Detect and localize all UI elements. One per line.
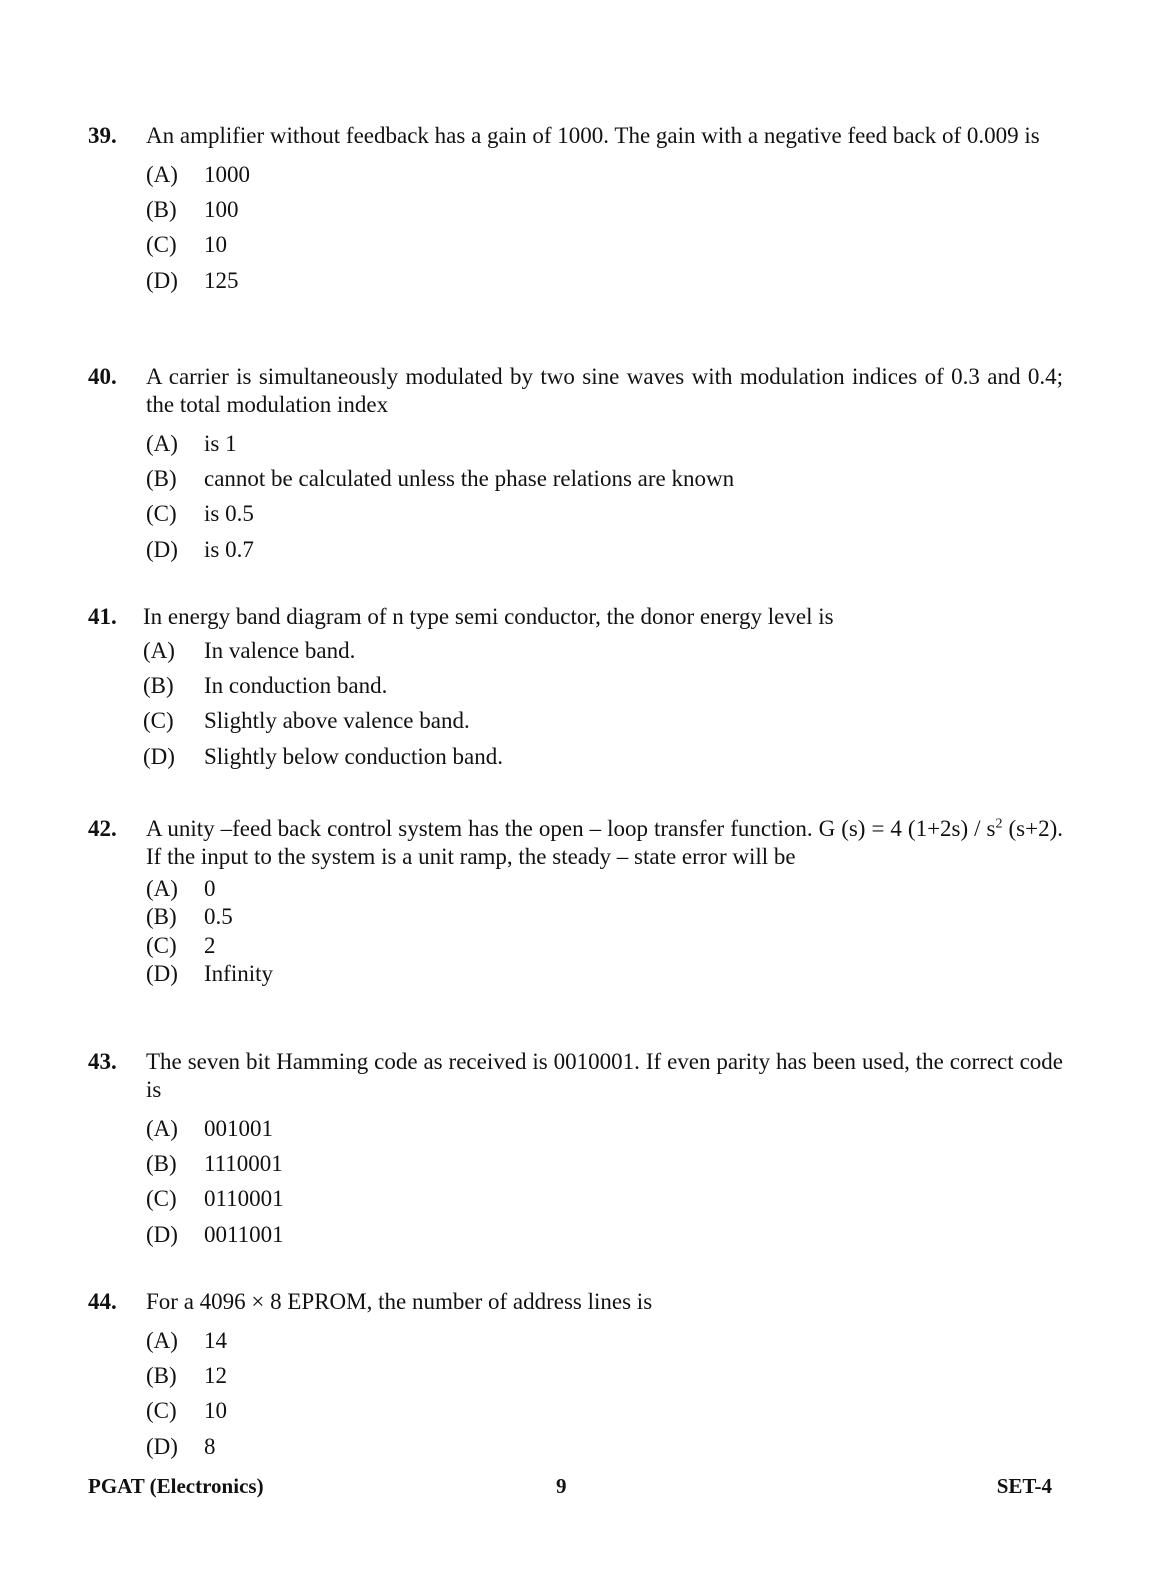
question-44 — [88, 1288, 1063, 1464]
option-a — [146, 1111, 1063, 1146]
option-letter: (B) — [146, 1150, 177, 1176]
option-a — [146, 157, 1063, 192]
option-d — [146, 263, 1063, 298]
option-letter: (B) — [143, 672, 174, 698]
options-list — [146, 1111, 1063, 1252]
option-c — [146, 932, 1063, 960]
question-stem: A carrier is simultaneously modulated by two sine waves with modulation indices of 0.3 and 0.4; the total modulation index — [146, 364, 1063, 417]
question-number: 43. — [88, 1049, 117, 1074]
stem-text: (s+2). If the input to the system is a unit ramp, the steady – state error will be — [146, 816, 1063, 869]
question-39 — [88, 122, 1063, 298]
options-list — [146, 1323, 1063, 1464]
question-number: 41. — [88, 604, 117, 629]
question-number: 44. — [88, 1289, 117, 1314]
options-list — [146, 157, 1063, 298]
option-c — [146, 1182, 1063, 1217]
option-letter: (A) — [146, 1327, 178, 1353]
option-text: 10 — [204, 1398, 227, 1424]
option-b — [146, 903, 1063, 931]
option-text: 2 — [204, 932, 216, 958]
question-stem: An amplifier without feedback has a gain of 1000. The gain with a negative feed back of 0.009 is — [146, 123, 1040, 148]
option-b — [143, 668, 1063, 703]
option-c — [146, 497, 1063, 532]
option-d — [146, 1217, 1063, 1252]
option-c — [146, 1394, 1063, 1429]
option-text: 125 — [204, 267, 239, 293]
option-text: Slightly above valence band. — [204, 708, 470, 734]
page-number: 9 — [556, 1474, 567, 1498]
option-d — [146, 532, 1063, 567]
question-41 — [88, 603, 1063, 774]
option-text: 0110001 — [204, 1186, 284, 1212]
option-text: Infinity — [204, 961, 273, 987]
option-letter: (B) — [146, 1362, 177, 1388]
option-text: is 0.5 — [204, 501, 254, 527]
option-letter: (A) — [146, 430, 178, 456]
question-number: 40. — [88, 364, 117, 389]
option-d — [146, 960, 1063, 988]
option-a — [146, 426, 1063, 461]
question-number: 42. — [88, 816, 117, 841]
option-a — [146, 875, 1063, 903]
option-letter: (A) — [143, 637, 175, 663]
option-letter: (C) — [146, 1398, 177, 1424]
option-letter: (A) — [146, 876, 178, 902]
option-text: 14 — [204, 1327, 227, 1353]
option-letter: (D) — [146, 536, 178, 562]
question-43 — [88, 1048, 1063, 1252]
option-text: 1110001 — [204, 1150, 283, 1176]
option-text: 12 — [204, 1362, 227, 1388]
stem-text: A unity –feed back control system has the open – loop transfer function. G (s) = 4 (1+2s) / s — [146, 816, 996, 841]
exam-title: PGAT (Electronics) — [88, 1474, 264, 1498]
option-letter: (C) — [146, 501, 177, 527]
option-c — [143, 704, 1063, 739]
option-letter: (A) — [146, 161, 178, 187]
options-list — [146, 426, 1063, 567]
set-label: SET-4 — [996, 1474, 1052, 1498]
option-text: In valence band. — [204, 637, 356, 663]
option-letter: (C) — [146, 232, 177, 258]
option-text: 8 — [204, 1433, 216, 1459]
option-b — [146, 192, 1063, 227]
option-text: 001001 — [204, 1115, 273, 1141]
question-stem: For a 4096 × 8 EPROM, the number of address lines is — [146, 1289, 653, 1314]
option-a — [146, 1323, 1063, 1358]
option-letter: (B) — [146, 904, 177, 930]
option-letter: (C) — [146, 1186, 177, 1212]
options-list — [146, 875, 1063, 988]
page-footer — [88, 1472, 1052, 1500]
option-text: 0 — [204, 876, 216, 902]
option-letter: (D) — [146, 1221, 178, 1247]
option-text: 10 — [204, 232, 227, 258]
question-42 — [88, 815, 1063, 988]
option-text: 0011001 — [204, 1221, 284, 1247]
option-text: is 1 — [204, 430, 237, 456]
option-d — [143, 739, 1063, 774]
option-b — [146, 1146, 1063, 1181]
option-letter: (D) — [146, 961, 178, 987]
options-list — [143, 633, 1063, 774]
option-a — [143, 633, 1063, 668]
option-letter: (B) — [146, 465, 177, 491]
option-letter: (D) — [146, 1433, 178, 1459]
option-text: In conduction band. — [204, 672, 388, 698]
option-text: 1000 — [204, 161, 250, 187]
option-text: 0.5 — [204, 904, 233, 930]
option-d — [146, 1429, 1063, 1464]
option-letter: (A) — [146, 1115, 178, 1141]
question-stem: In energy band diagram of n type semi conductor, the donor energy level is — [143, 604, 834, 629]
option-text: 100 — [204, 196, 239, 222]
option-letter: (D) — [146, 267, 178, 293]
question-40 — [88, 363, 1063, 567]
option-text: is 0.7 — [204, 536, 254, 562]
option-text: Slightly below conduction band. — [204, 743, 503, 769]
option-c — [146, 228, 1063, 263]
option-text: cannot be calculated unless the phase relations are known — [204, 465, 735, 491]
question-stem: The seven bit Hamming code as received is 0010001. If even parity has been used, the correct code is — [146, 1049, 1063, 1102]
option-letter: (D) — [143, 743, 175, 769]
option-letter: (C) — [146, 932, 177, 958]
question-number: 39. — [88, 123, 117, 148]
option-letter: (C) — [143, 708, 174, 734]
option-b — [146, 1358, 1063, 1393]
exponent: 2 — [995, 816, 1003, 832]
option-b — [146, 461, 1063, 496]
option-letter: (B) — [146, 196, 177, 222]
question-stem — [146, 815, 1063, 871]
